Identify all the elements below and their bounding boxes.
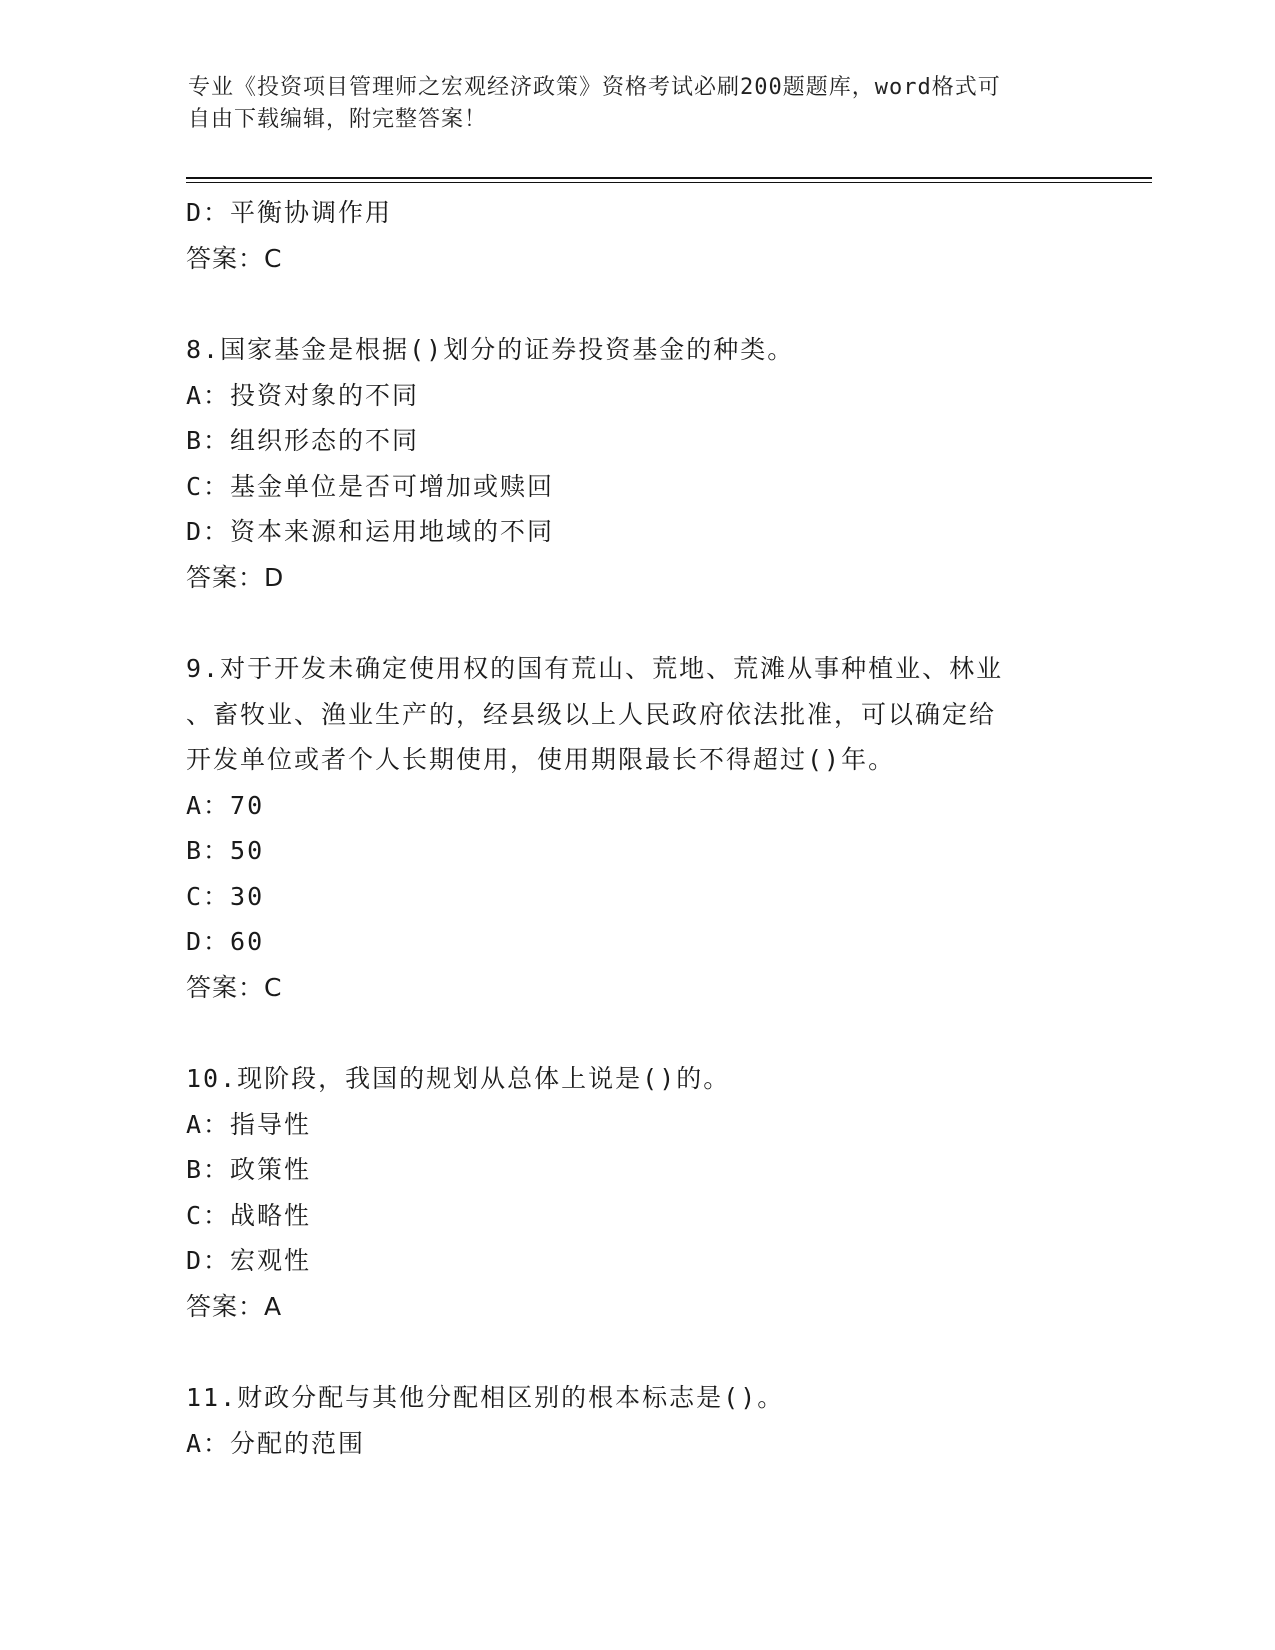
prev-answer: 答案：C (186, 243, 283, 273)
q8-option-a: A：投资对象的不同 (186, 380, 420, 410)
header-divider-thick (186, 177, 1152, 179)
q9-stem-line-3: 开发单位或者个人长期使用，使用期限最长不得超过()年。 (186, 745, 896, 774)
q8-stem: 8.国家基金是根据()划分的证券投资基金的种类。 (186, 335, 795, 364)
q8-option-c: C：基金单位是否可增加或赎回 (186, 471, 555, 501)
q9-option-a: A：70 (186, 790, 265, 820)
q10-option-a: A：指导性 (186, 1109, 312, 1139)
q9-answer: 答案：C (186, 972, 283, 1002)
q9-stem-line-1: 9.对于开发未确定使用权的国有荒山、荒地、荒滩从事种植业、林业 (186, 654, 1004, 683)
q10-answer: 答案：A (186, 1291, 283, 1321)
header-line-1: 专业《投资项目管理师之宏观经济政策》资格考试必刷200题题库，word格式可 (188, 75, 1001, 100)
prev-option-d: D：平衡协调作用 (186, 198, 393, 227)
q10-option-c: C：战略性 (186, 1200, 312, 1230)
q8-answer: 答案：D (186, 562, 285, 592)
header-line-2: 自由下载编辑，附完整答案！ (188, 107, 488, 132)
q9-option-b: B：50 (186, 836, 265, 865)
spacer (186, 1010, 1086, 1056)
q9-stem-line-2: 、畜牧业、渔业生产的，经县级以上人民政府依法批准，可以确定给 (186, 699, 997, 729)
spacer (186, 600, 1086, 646)
q9-option-d: D：60 (186, 927, 265, 956)
spacer (186, 281, 1086, 327)
spacer (186, 1329, 1086, 1375)
q9-option-c: C：30 (186, 881, 265, 911)
q8-option-d: D：资本来源和运用地域的不同 (186, 517, 555, 546)
q10-stem: 10.现阶段，我国的规划从总体上说是()的。 (186, 1064, 731, 1093)
q11-option-a: A：分配的范围 (186, 1428, 366, 1458)
q10-option-b: B：政策性 (186, 1155, 312, 1184)
question-list (186, 190, 1086, 1466)
page-header (188, 72, 1068, 136)
q11-stem: 11.财政分配与其他分配相区别的根本标志是()。 (186, 1383, 785, 1412)
q10-option-d: D：宏观性 (186, 1246, 312, 1275)
header-divider-thin (186, 182, 1152, 183)
q8-option-b: B：组织形态的不同 (186, 426, 420, 455)
